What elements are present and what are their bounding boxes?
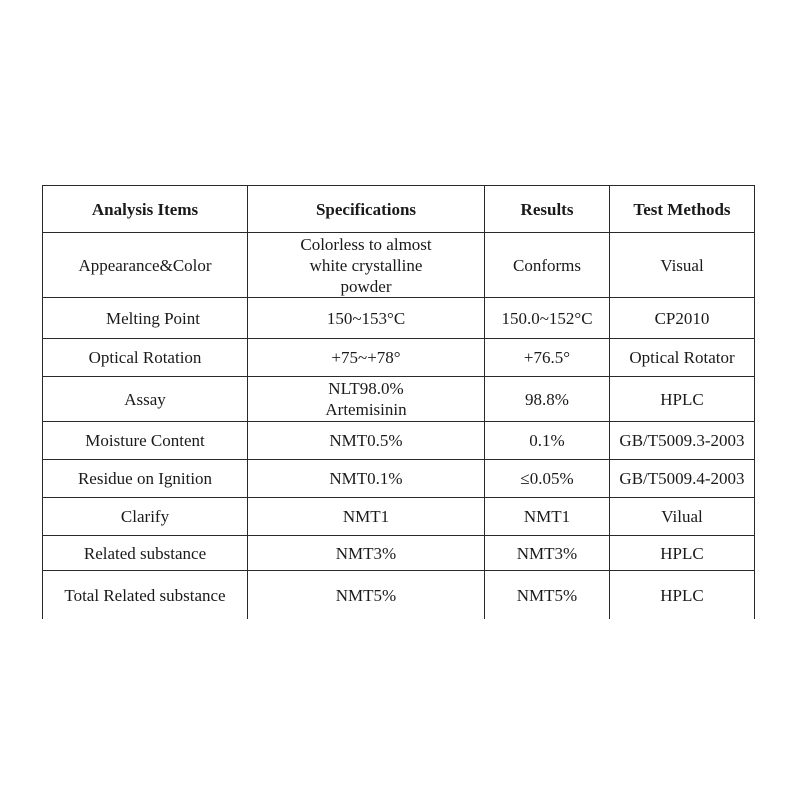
table-row xyxy=(43,298,755,339)
result-cell xyxy=(485,233,610,298)
specification: NMT0.1% xyxy=(329,469,403,488)
test-method: GB/T5009.4-2003 xyxy=(619,469,745,488)
specification-cell xyxy=(248,498,485,536)
test-method-cell xyxy=(610,498,755,536)
analysis-item-cell xyxy=(43,460,248,498)
result: Conforms xyxy=(513,255,581,275)
result-cell xyxy=(485,422,610,460)
table-body xyxy=(43,233,755,620)
result: 98.8% xyxy=(525,389,569,409)
table-row xyxy=(43,571,755,620)
table-row xyxy=(43,536,755,571)
analysis-item-cell xyxy=(43,422,248,460)
test-method: CP2010 xyxy=(654,308,710,328)
test-method: GB/T5009.3-2003 xyxy=(619,431,745,450)
specification-cell xyxy=(248,536,485,571)
specification-cell xyxy=(248,377,485,422)
result: ≤0.05% xyxy=(520,469,574,488)
specification: +75~+78° xyxy=(331,348,401,367)
specification: NMT1 xyxy=(342,507,390,526)
result: NMT1 xyxy=(523,507,571,526)
result: NMT3% xyxy=(516,543,578,563)
analysis-item: Moisture Content xyxy=(85,431,205,450)
analysis-item: Melting Point xyxy=(106,308,200,328)
analysis-item: Total Related substance xyxy=(64,585,226,605)
result-cell xyxy=(485,460,610,498)
specification-cell xyxy=(248,422,485,460)
result: 0.1% xyxy=(529,431,565,450)
specification-cell xyxy=(248,460,485,498)
test-method-cell xyxy=(610,233,755,298)
specification-cell xyxy=(248,571,485,620)
analysis-item-cell xyxy=(43,233,248,298)
analysis-table xyxy=(42,185,755,619)
specification: Colorless to almost white crystalline powder xyxy=(300,234,432,296)
test-method: Visual xyxy=(660,255,704,275)
test-method: Optical Rotator xyxy=(629,348,735,367)
header-row xyxy=(43,186,755,233)
specification: NMT3% xyxy=(335,543,397,563)
header-analysis-items: Analysis Items xyxy=(43,186,248,233)
test-method-cell xyxy=(610,536,755,571)
test-method-cell xyxy=(610,339,755,377)
analysis-item: Clarify xyxy=(120,507,170,526)
test-method: HPLC xyxy=(660,389,704,409)
test-method-cell xyxy=(610,298,755,339)
table-row xyxy=(43,460,755,498)
analysis-item: Assay xyxy=(124,389,166,409)
specification-cell xyxy=(248,339,485,377)
header-specifications: Specifications xyxy=(248,186,485,233)
header-test-methods: Test Methods xyxy=(610,186,755,233)
result: 150.0~152°C xyxy=(501,308,593,328)
header-results: Results xyxy=(485,186,610,233)
analysis-item-cell xyxy=(43,498,248,536)
analysis-item: Residue on Ignition xyxy=(77,469,213,488)
result-cell xyxy=(485,298,610,339)
analysis-item-cell xyxy=(43,298,248,339)
specification-cell xyxy=(248,233,485,298)
table-row xyxy=(43,339,755,377)
result: NMT5% xyxy=(516,585,578,605)
specification: NMT5% xyxy=(335,585,397,605)
result-cell xyxy=(485,571,610,620)
table-row xyxy=(43,422,755,460)
analysis-item: Appearance&Color xyxy=(78,255,212,275)
test-method-cell xyxy=(610,460,755,498)
result-cell xyxy=(485,339,610,377)
analysis-table-container xyxy=(42,185,754,619)
test-method: HPLC xyxy=(660,585,704,605)
table-row xyxy=(43,377,755,422)
result: +76.5° xyxy=(523,348,571,367)
table-row xyxy=(43,233,755,298)
result-cell xyxy=(485,498,610,536)
specification: 150~153°C xyxy=(326,308,406,328)
specification: NLT98.0% Artemisinin xyxy=(325,379,407,419)
test-method: Vilual xyxy=(661,507,703,526)
specification: NMT0.5% xyxy=(329,431,403,450)
table-header xyxy=(43,186,755,233)
analysis-item-cell xyxy=(43,339,248,377)
result-cell xyxy=(485,536,610,571)
test-method-cell xyxy=(610,377,755,422)
analysis-item-cell xyxy=(43,377,248,422)
analysis-item-cell xyxy=(43,571,248,620)
result-cell xyxy=(485,377,610,422)
table-row xyxy=(43,498,755,536)
analysis-item-cell xyxy=(43,536,248,571)
test-method: HPLC xyxy=(660,543,704,563)
specification-cell xyxy=(248,298,485,339)
analysis-item: Related substance xyxy=(83,543,207,563)
analysis-item: Optical Rotation xyxy=(88,348,202,367)
test-method-cell xyxy=(610,422,755,460)
test-method-cell xyxy=(610,571,755,620)
